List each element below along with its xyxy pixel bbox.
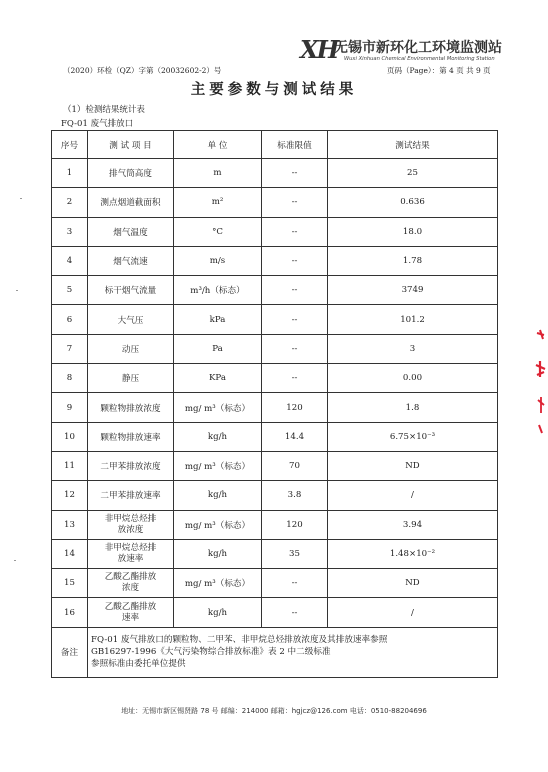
logo-english-name: Wuxi Xinhuan Chemical Environmental Monitoring Station	[344, 56, 495, 62]
scan-speck	[16, 290, 18, 291]
cell-result: 0.00	[328, 364, 498, 393]
cell-result: ND	[328, 569, 498, 598]
table-row	[52, 159, 498, 188]
cell-limit: 70	[262, 451, 328, 480]
cell-item: 排气筒高度	[88, 159, 174, 188]
cell-result: 3	[328, 334, 498, 363]
scan-speck	[14, 560, 16, 561]
cell-unit: m/s	[174, 246, 262, 275]
page-title: 主要参数与测试结果	[190, 81, 358, 98]
cell-no: 8	[52, 364, 88, 393]
cell-no: 12	[52, 481, 88, 510]
footer-contact: 地址：无锡市新区锡贤路 78 号 邮编：214000 邮箱：hgjcz@126.com 电话：0510-88204696	[121, 707, 427, 715]
cell-limit: 120	[262, 393, 328, 422]
cell-item: 烟气流速	[88, 246, 174, 275]
table-row	[52, 598, 498, 627]
cell-unit: kPa	[174, 305, 262, 334]
report-number: （2020）环检（QZ）字第（20032602-2）号	[63, 66, 222, 75]
section-subtitle: （1）检测结果统计表	[63, 105, 145, 115]
note-content	[88, 627, 498, 677]
cell-item: 二甲苯排放浓度	[88, 451, 174, 480]
cell-item: 乙酸乙酯排放速率	[88, 598, 174, 627]
table-row	[52, 510, 498, 539]
cell-unit: Pa	[174, 334, 262, 363]
cell-no: 10	[52, 422, 88, 451]
cell-result: 1.78	[328, 246, 498, 275]
cell-result: /	[328, 598, 498, 627]
cell-limit: --	[262, 246, 328, 275]
station-logo	[300, 35, 520, 69]
cell-item: 颗粒物排放速率	[88, 422, 174, 451]
cell-result: 3.94	[328, 510, 498, 539]
table-row	[52, 569, 498, 598]
cell-unit: m²	[174, 188, 262, 217]
note-label: 备注	[52, 627, 88, 677]
cell-no: 7	[52, 334, 88, 363]
table-row	[52, 481, 498, 510]
cell-no: 14	[52, 539, 88, 568]
cell-limit: --	[262, 334, 328, 363]
cell-limit: --	[262, 569, 328, 598]
cell-limit: --	[262, 598, 328, 627]
table-header-row	[52, 131, 498, 159]
cell-unit: KPa	[174, 364, 262, 393]
table-row	[52, 246, 498, 275]
page-number: 页码（Page）：第 4 页 共 9 页	[387, 66, 491, 75]
table-row	[52, 276, 498, 305]
cell-item: 测点烟道截面积	[88, 188, 174, 217]
table-row	[52, 451, 498, 480]
cell-result: /	[328, 481, 498, 510]
cell-result: 25	[328, 159, 498, 188]
cell-limit: --	[262, 364, 328, 393]
cell-no: 6	[52, 305, 88, 334]
scan-speck	[20, 198, 22, 199]
red-stamp-edge	[528, 325, 548, 435]
cell-unit: m	[174, 159, 262, 188]
cell-no: 5	[52, 276, 88, 305]
cell-result: 18.0	[328, 217, 498, 246]
cell-no: 2	[52, 188, 88, 217]
logo-chinese-name: 无锡市新环化工环境监测站	[334, 40, 502, 56]
header-limit: 标准限值	[262, 131, 328, 159]
cell-unit: kg/h	[174, 598, 262, 627]
note-line: FQ-01 废气排放口的颗粒物、二甲苯、非甲烷总烃排放浓度及其排放速率参照	[91, 635, 388, 646]
cell-unit: kg/h	[174, 481, 262, 510]
table-row	[52, 305, 498, 334]
cell-item: 动压	[88, 334, 174, 363]
note-line: GB16297-1996《大气污染物综合排放标准》表 2 中二级标准	[91, 647, 331, 658]
cell-limit: --	[262, 276, 328, 305]
header-unit: 单 位	[174, 131, 262, 159]
cell-result: 101.2	[328, 305, 498, 334]
table-row	[52, 422, 498, 451]
cell-unit: mg/ m³（标态）	[174, 569, 262, 598]
table-row	[52, 334, 498, 363]
note-row	[52, 627, 498, 677]
cell-result: 6.75×10⁻³	[328, 422, 498, 451]
cell-no: 15	[52, 569, 88, 598]
cell-limit: 14.4	[262, 422, 328, 451]
cell-item: 标干烟气流量	[88, 276, 174, 305]
header-item: 测 试 项 目	[88, 131, 174, 159]
cell-limit: 120	[262, 510, 328, 539]
cell-result: 1.8	[328, 393, 498, 422]
cell-unit: mg/ m³（标态）	[174, 451, 262, 480]
cell-limit: 3.8	[262, 481, 328, 510]
table-row	[52, 539, 498, 568]
cell-unit: mg/ m³（标态）	[174, 393, 262, 422]
cell-item: 非甲烷总烃排放浓度	[88, 510, 174, 539]
header-no: 序号	[52, 131, 88, 159]
cell-unit: °C	[174, 217, 262, 246]
outlet-label: FQ-01 废气排放口	[61, 119, 134, 129]
cell-no: 3	[52, 217, 88, 246]
note-line: 参照标准由委托单位提供	[91, 659, 186, 670]
cell-no: 16	[52, 598, 88, 627]
cell-item: 大气压	[88, 305, 174, 334]
table-row	[52, 188, 498, 217]
table-row	[52, 393, 498, 422]
cell-item: 颗粒物排放浓度	[88, 393, 174, 422]
cell-limit: --	[262, 188, 328, 217]
cell-result: 3749	[328, 276, 498, 305]
cell-result: 0.636	[328, 188, 498, 217]
cell-no: 1	[52, 159, 88, 188]
cell-unit: kg/h	[174, 422, 262, 451]
cell-limit: --	[262, 305, 328, 334]
logo-mark: XH	[300, 35, 338, 64]
table-row	[52, 217, 498, 246]
cell-no: 4	[52, 246, 88, 275]
cell-unit: mg/ m³（标态）	[174, 510, 262, 539]
cell-limit: --	[262, 159, 328, 188]
cell-no: 11	[52, 451, 88, 480]
cell-no: 13	[52, 510, 88, 539]
cell-item: 静压	[88, 364, 174, 393]
cell-limit: --	[262, 217, 328, 246]
cell-item: 非甲烷总烃排放速率	[88, 539, 174, 568]
cell-item: 烟气温度	[88, 217, 174, 246]
cell-unit: kg/h	[174, 539, 262, 568]
cell-item: 二甲苯排放速率	[88, 481, 174, 510]
header-result: 测试结果	[328, 131, 498, 159]
cell-result: 1.48×10⁻²	[328, 539, 498, 568]
cell-limit: 35	[262, 539, 328, 568]
results-table	[51, 130, 498, 678]
table-row	[52, 364, 498, 393]
cell-unit: m³/h（标态）	[174, 276, 262, 305]
cell-no: 9	[52, 393, 88, 422]
cell-item: 乙酸乙酯排放浓度	[88, 569, 174, 598]
cell-result: ND	[328, 451, 498, 480]
